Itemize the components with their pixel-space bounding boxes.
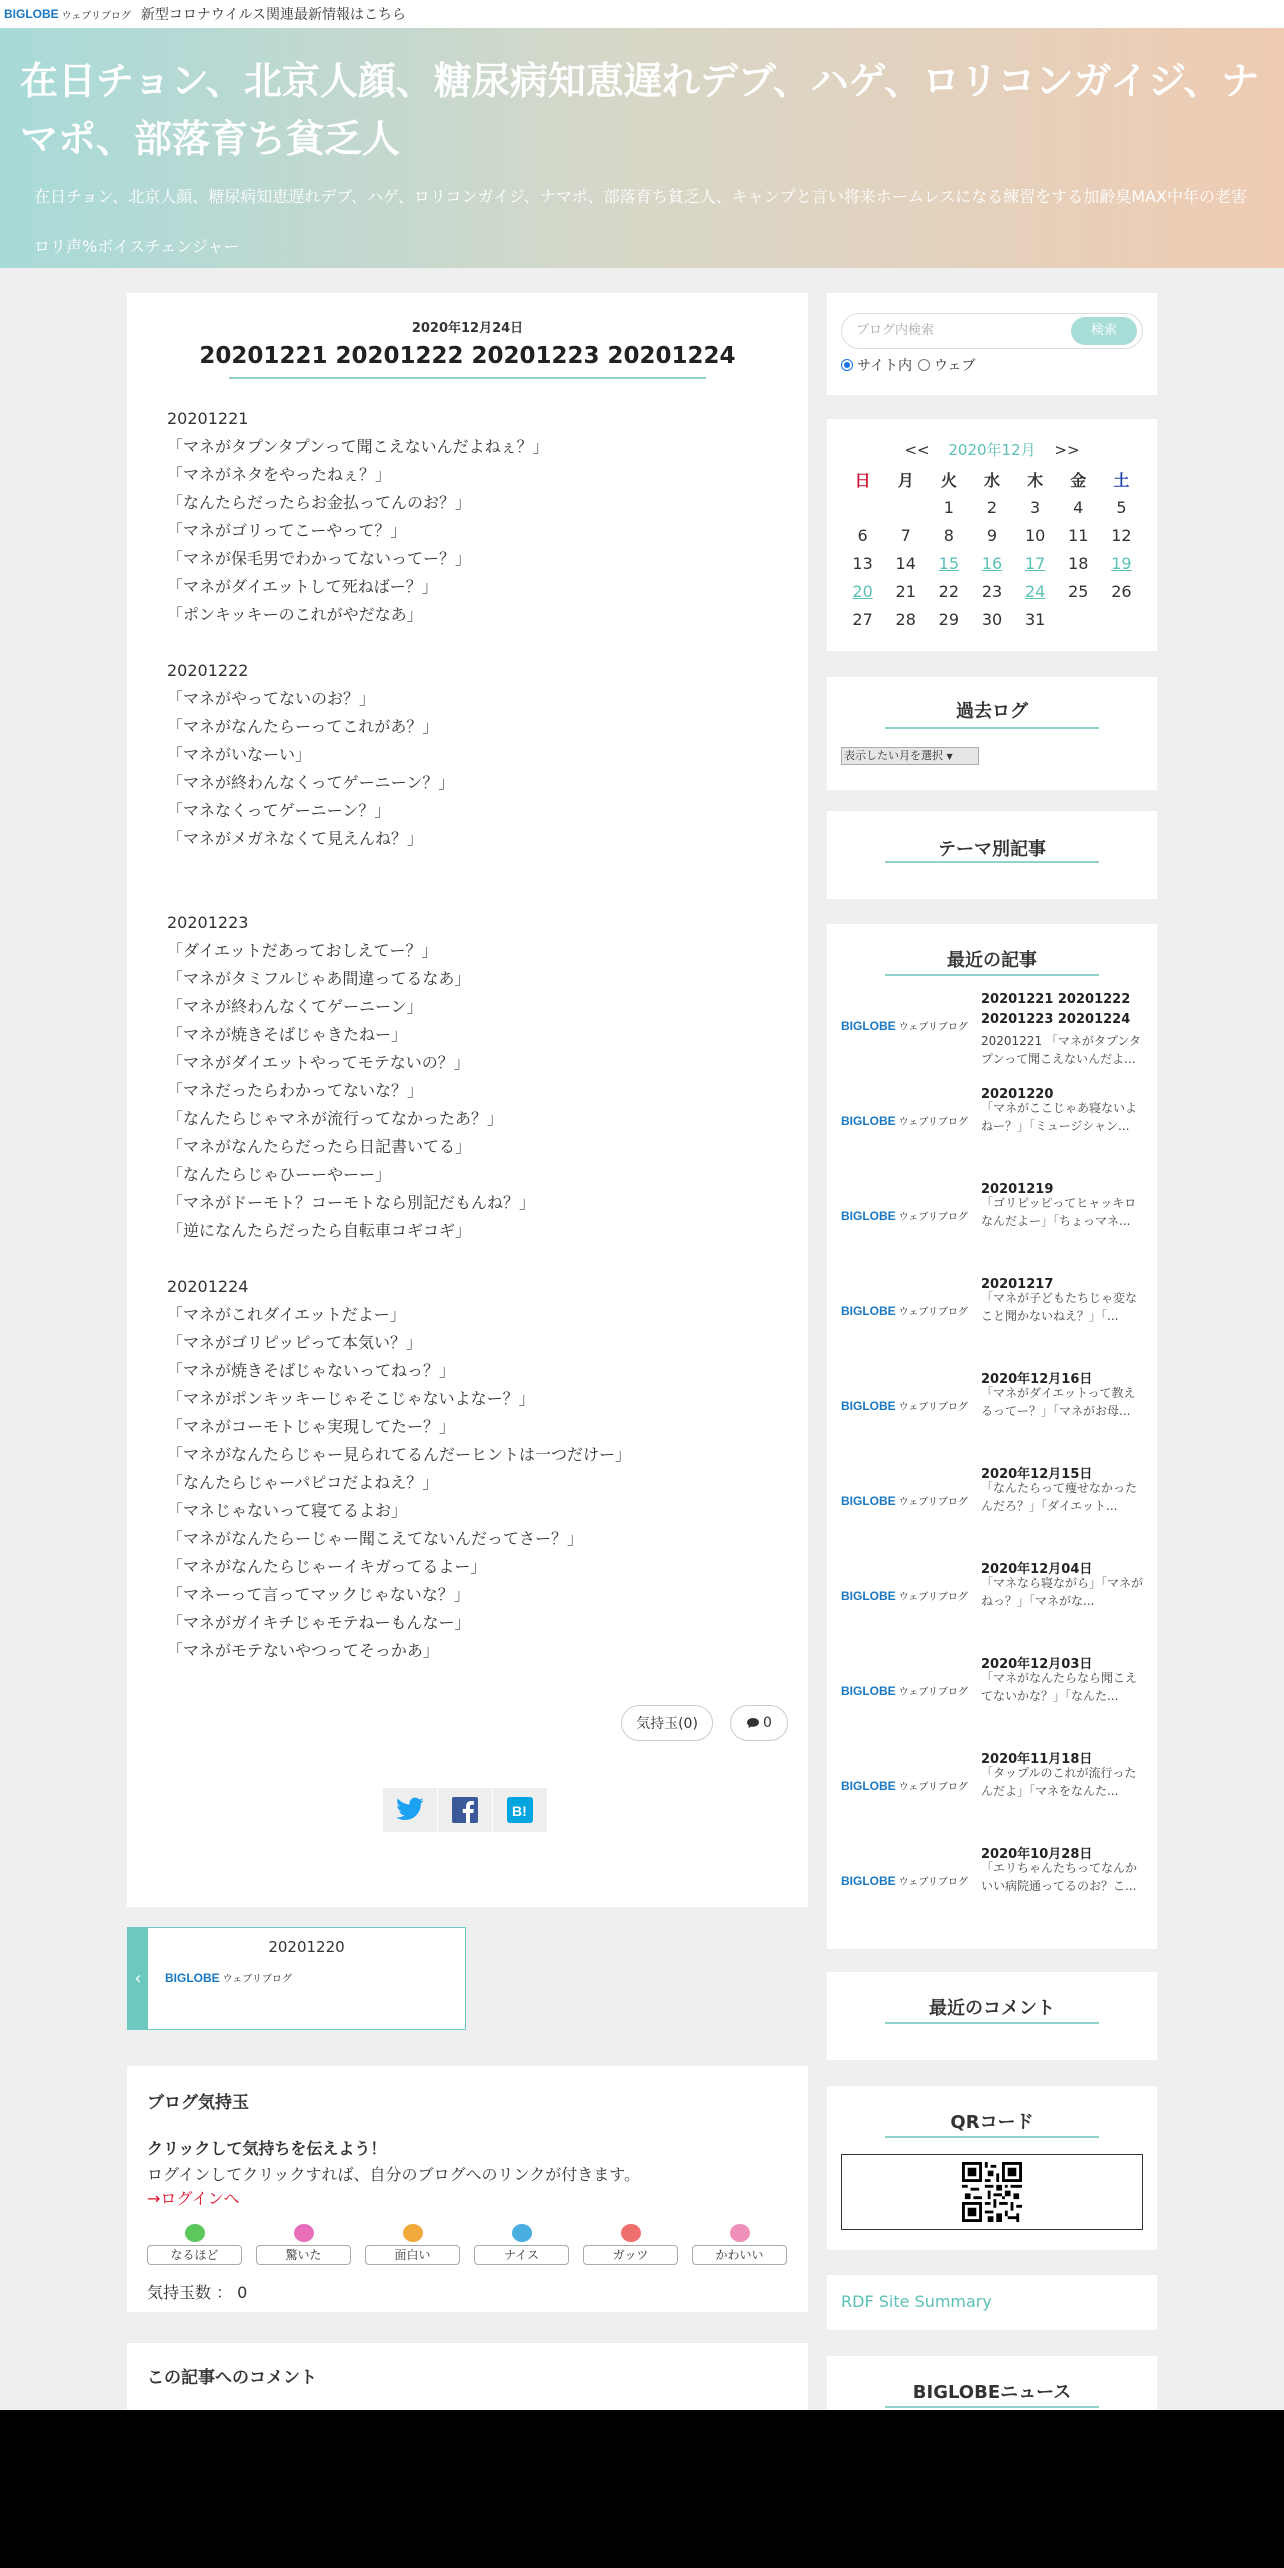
post-line: 「マネが焼きそばじゃきたねー」 [167, 1025, 408, 1044]
recent-post-excerpt: 「エリちゃんたちってなんかいい病院通ってるのお？こ... [981, 1861, 1138, 1893]
recent-post-item[interactable] [841, 1370, 1143, 1465]
post-line: 「マネがなんたらじゃー見られてるんだーヒントは一つだけー」 [167, 1445, 632, 1464]
recent-post-title[interactable]: 20201217 [981, 1277, 1054, 1292]
calendar-day: 18 [1068, 553, 1089, 573]
post-line: 「マネがダイエットやってモテないの？」 [167, 1053, 470, 1072]
recent-post-title[interactable]: 20201219 [981, 1182, 1054, 1197]
post-line: 20201224 [167, 1277, 249, 1296]
calendar-day [1100, 605, 1143, 633]
calendar-day-link[interactable]: 17 [1024, 553, 1046, 573]
calendar-day: 11 [1068, 525, 1089, 545]
post-line: 「マネがなんたらーってこれがあ？」 [167, 717, 439, 736]
calendar-weekday: 木 [1027, 470, 1044, 490]
login-link[interactable]: →ログインへ [147, 2189, 240, 2208]
recent-post-thumbnail[interactable] [841, 1683, 968, 1698]
thumbnail-logo-text: BIGLOBE [841, 1208, 896, 1223]
post-line: 「マネがドーモト？コーモトなら別記だもんね？」 [167, 1193, 536, 1212]
calendar-weekday-row [841, 465, 1143, 493]
thumbnail-logo-sub: ウェブリブログ [898, 1022, 968, 1033]
calendar-day: 26 [1111, 581, 1132, 601]
calendar-day: 6 [857, 525, 868, 545]
archive-heading: 過去ログ [956, 701, 1028, 722]
thumbnail-logo-text: BIGLOBE [841, 1493, 896, 1508]
calendar-week [841, 493, 1143, 521]
kimochi-option-label: なるほど [147, 2245, 242, 2265]
kimochi-option-label: ナイス [474, 2245, 569, 2265]
post-line: 「マネがモテないやつってそっかあ」 [167, 1641, 439, 1660]
recent-post-excerpt: 20201221 「マネがタプンタプンって聞こえないんだよ... [981, 1034, 1141, 1066]
thumbnail-logo-text: BIGLOBE [841, 1113, 896, 1128]
share-hatena[interactable] [493, 1788, 547, 1832]
post-line: 「マネがガイキチじゃモテねーもんなー」 [167, 1613, 471, 1632]
recent-post-item[interactable] [841, 1845, 1143, 1940]
post-line: 「マネがなんたらじゃーイキガってるよー」 [167, 1557, 487, 1576]
kimochi-face-icon [403, 2224, 423, 2242]
post-line: 「マネがダイエットして死ねばー？」 [167, 577, 438, 596]
covid-notice-link[interactable]: 新型コロナウイルス関連最新情報はこちら [140, 7, 407, 23]
recent-heading: 最近の記事 [947, 950, 1037, 971]
kimochi-option[interactable] [692, 2224, 787, 2266]
recent-post-item[interactable] [841, 1560, 1143, 1655]
recent-post-excerpt: 「マネがここじゃあ寝ないよねー？」「ミュージシャン... [981, 1101, 1138, 1133]
kimochi-face-icon [512, 2224, 532, 2242]
post-line: 「なんたらじゃひーーやーー」 [167, 1165, 392, 1184]
calendar-weekday: 日 [854, 470, 871, 490]
calendar-day-link[interactable]: 16 [981, 553, 1003, 573]
theme-underline [885, 861, 1099, 863]
calendar-day: 3 [1030, 497, 1041, 517]
recent-post-title[interactable]: 2020年12月16日 [981, 1372, 1093, 1387]
post-line: 20201221 [167, 409, 249, 428]
recent-post-thumbnail[interactable] [841, 1588, 968, 1603]
thumbnail-logo-text: BIGLOBE [841, 1778, 896, 1793]
calendar-day[interactable] [970, 549, 1013, 577]
recent-post-title[interactable]: 2020年10月28日 [981, 1847, 1093, 1862]
recent-post-thumbnail[interactable] [841, 1493, 968, 1508]
post-line [167, 881, 777, 909]
archive-select[interactable] [841, 747, 979, 765]
blog-description-line1: 在日チョン、北京人顔、糖尿病知恵遅れデブ、ハゲ、ロリコンガイジ、ナマポ、部落育ち貧乏人、キャンプと言い将来ホームレスになる練習をする加齢臭MAX中年の老害 [34, 187, 1247, 206]
post-line: 「マネーって言ってマックじゃないな？」 [167, 1585, 470, 1604]
calendar-day: 29 [938, 609, 960, 629]
recent-post-title[interactable]: 20201220 [981, 1087, 1054, 1102]
comments-heading: この記事へのコメント [147, 2368, 317, 2388]
recent-underline [885, 974, 1099, 976]
biglobe-logo-text: BIGLOBE [4, 7, 59, 21]
kimochi-count: 気持玉数 ： 0 [147, 2283, 248, 2302]
blog-description-line2: ロリ声%ボイスチェンジャー [34, 237, 240, 256]
calendar-day: 23 [981, 581, 1003, 601]
post-line: 「マネがタプンタプンって聞こえないんだよねぇ？」 [167, 437, 549, 456]
rdf-link[interactable]: RDF Site Summary [841, 2292, 992, 2311]
post-line: 「マネがネタをやったねぇ？」 [167, 465, 392, 484]
post-line: 「マネじゃないって寝てるよお」 [167, 1501, 408, 1520]
kimochi-option[interactable] [583, 2224, 678, 2266]
kimochi-option-label: 面白い [365, 2245, 460, 2265]
blog-title[interactable]: 在日チョン、北京人顔、糖尿病知恵遅れデブ、ハゲ、ロリコンガイジ、ナマポ、部落育ち貧乏人 [20, 59, 1260, 161]
calendar-day-link[interactable]: 19 [1111, 553, 1132, 573]
thumbnail-logo-text: BIGLOBE [841, 1873, 896, 1888]
calendar-day: 5 [1116, 497, 1127, 517]
comment-count: 0 [763, 1715, 772, 1731]
post-line [167, 1245, 777, 1273]
calendar-day: 10 [1024, 525, 1046, 545]
share-facebook[interactable] [438, 1788, 492, 1832]
calendar-day[interactable] [927, 549, 970, 577]
top-bar [0, 0, 1284, 28]
facebook-icon [452, 1797, 478, 1823]
title-underline [229, 377, 706, 379]
prev-post-logo-text: BIGLOBE [165, 1970, 220, 1985]
post-line: 「逆になんたらだったら自転車コギコギ」 [167, 1221, 472, 1240]
search-widget [827, 293, 1157, 395]
recent-post-thumbnail[interactable] [841, 1398, 968, 1413]
recent-post-thumbnail[interactable] [841, 1778, 968, 1793]
recent-post-item[interactable] [841, 1465, 1143, 1560]
post-line: 「なんたらじゃーパピコだよねえ？」 [167, 1473, 439, 1492]
calendar-day[interactable] [1014, 549, 1057, 577]
recent-post-item[interactable] [841, 1275, 1143, 1370]
radio-web-label: ウェブ [934, 358, 976, 374]
kimochi-option[interactable] [147, 2224, 242, 2266]
kimochi-panel [127, 2066, 808, 2312]
post-line: 「マネが終わんなくってゲーニーン？」 [167, 773, 455, 792]
calendar-week [841, 549, 1143, 577]
post-line: 「マネがやってないのお？」 [167, 689, 376, 708]
biglobe-logo[interactable] [4, 7, 131, 22]
kimochi-option[interactable] [474, 2224, 569, 2266]
qr-heading: QRコード [950, 2112, 1034, 2133]
post-line [167, 629, 777, 657]
post-body [167, 405, 777, 1665]
recent-post-thumbnail[interactable] [841, 1873, 968, 1888]
kimochi-face-icon [730, 2224, 750, 2242]
thumbnail-logo-text: BIGLOBE [841, 1588, 896, 1603]
comments-section [127, 2343, 808, 2410]
kimochi-option-label: かわいい [692, 2245, 787, 2265]
calendar-day: 4 [1073, 497, 1084, 517]
thumbnail-logo-text: BIGLOBE [841, 1398, 896, 1413]
recent-post-thumbnail[interactable] [841, 1113, 968, 1128]
kimochi-face-icon [621, 2224, 641, 2242]
calendar-day [884, 493, 927, 521]
calendar-weekday: 土 [1113, 470, 1130, 490]
share-twitter[interactable] [383, 1788, 437, 1832]
recent-comments-widget [827, 1972, 1157, 2060]
news-widget [827, 2356, 1157, 2410]
post-line: 「マネがメガネなくて見えんね？」 [167, 829, 424, 848]
calendar [841, 439, 1143, 633]
thumbnail-logo-sub: ウェブリブログ [898, 1307, 968, 1318]
chevron-down-icon: ▼ [946, 752, 953, 761]
search-scope [841, 355, 975, 375]
qr-widget [827, 2086, 1157, 2250]
calendar-day: 1 [943, 497, 954, 517]
post-line: 「なんたらだったらお金払ってんのお？」 [167, 493, 472, 512]
thumbnail-logo-sub: ウェブリブログ [898, 1782, 968, 1793]
recent-post-item[interactable] [841, 1655, 1143, 1750]
search-input[interactable]: ブログ内検索 [841, 313, 1143, 349]
recent-post-item[interactable] [841, 1180, 1143, 1275]
recent-post-title[interactable]: 20201221 20201222 20201223 20201224 [981, 992, 1131, 1027]
calendar-day: 7 [900, 525, 911, 545]
thumbnail-logo-sub: ウェブリブログ [898, 1877, 968, 1888]
thumbnail-logo-sub: ウェブリブログ [898, 1402, 968, 1413]
recent-post-item[interactable] [841, 1085, 1143, 1180]
thumbnail-logo-text: BIGLOBE [841, 1018, 896, 1033]
post-title[interactable]: 20201221 20201222 20201223 20201224 [199, 343, 736, 369]
news-heading: BIGLOBEニュース [912, 2382, 1072, 2403]
archive-widget [827, 677, 1157, 790]
post-line: 「マネがコーモトじゃ実現してたー？」 [167, 1417, 456, 1436]
qr-code-icon [962, 2162, 1022, 2222]
recent-comments-underline [885, 2022, 1099, 2024]
rdf-widget [827, 2275, 1157, 2330]
kimochi-option-label: ガッツ [583, 2245, 678, 2265]
kimochi-face-icon [185, 2224, 205, 2242]
recent-comments-heading: 最近のコメント [929, 1998, 1055, 2019]
post-line [167, 853, 777, 881]
comment-count-button[interactable] [730, 1705, 788, 1741]
calendar-prev[interactable]: << [904, 441, 930, 459]
recent-post-excerpt: 「タップルのこれが流行ったんだよ」「マネをなんた... [981, 1766, 1137, 1798]
search-button[interactable]: 検索 [1071, 317, 1137, 345]
calendar-day: 27 [852, 609, 873, 629]
recent-post-excerpt: 「マネが子どもたちじゃ変なこと聞かないねえ？」「... [981, 1291, 1138, 1323]
post-line: 20201222 [167, 661, 249, 680]
thumbnail-logo-sub: ウェブリブログ [898, 1212, 968, 1223]
post-line: 20201223 [167, 913, 249, 932]
thumbnail-logo-sub: ウェブリブログ [898, 1497, 968, 1508]
calendar-day-link[interactable]: 24 [1024, 581, 1046, 601]
post-line: 「マネが保毛男でわかってないってー？」 [167, 549, 472, 568]
viewport-blank-area [0, 2410, 1284, 2568]
archive-select-value: 表示したい月を選択 [844, 749, 943, 762]
calendar-weekday: 火 [940, 470, 957, 490]
kimochi-heading: ブログ気持玉 [147, 2093, 249, 2113]
post-line: 「ポンキッキーのこれがやだなあ」 [167, 605, 423, 624]
recent-post-excerpt: 「ゴリピッピってヒャッキロなんだよー」「ちょっマネ... [981, 1196, 1137, 1228]
calendar-day[interactable] [1100, 549, 1143, 577]
kimochi-button[interactable] [621, 1705, 713, 1741]
post-line: 「マネがタミフルじゃあ間違ってるなあ」 [167, 969, 471, 988]
radio-site[interactable] [841, 359, 853, 371]
post-date: 2020年12月24日 [411, 321, 524, 336]
thumbnail-logo-text: BIGLOBE [841, 1303, 896, 1318]
calendar-day: 22 [938, 581, 960, 601]
post-line: 「マネが終わんなくてゲーニーン」 [167, 997, 423, 1016]
calendar-day: 31 [1024, 609, 1046, 629]
calendar-day: 13 [852, 553, 873, 573]
recent-post-thumbnail[interactable] [841, 1018, 968, 1033]
calendar-day: 14 [895, 553, 916, 573]
calendar-day [1057, 605, 1100, 633]
kimochi-face-icon [294, 2224, 314, 2242]
recent-post-title[interactable]: 2020年12月03日 [981, 1657, 1093, 1672]
news-underline [885, 2406, 1099, 2408]
recent-post-thumbnail[interactable] [841, 1303, 968, 1318]
chevron-left-icon[interactable]: ‹ [128, 1928, 148, 2029]
calendar-day: 25 [1068, 581, 1089, 601]
thumbnail-logo-sub: ウェブリブログ [898, 1592, 968, 1603]
thumbnail-logo-sub: ウェブリブログ [898, 1117, 968, 1128]
thumbnail-logo-sub: ウェブリブログ [898, 1687, 968, 1698]
recent-post-excerpt: 「マネなら寝ながら」「マネがねっ？」「マネがな... [981, 1576, 1143, 1608]
kimochi-note: ログインしてクリックすれば、自分のブログへのリンクが付きます。 [147, 2165, 640, 2184]
post-line: 「マネがなんたらだったら日記書いてる」 [167, 1137, 472, 1156]
recent-post-item[interactable] [841, 1750, 1143, 1845]
post-line: 「マネなくってゲーニーン？」 [167, 801, 391, 820]
kimochi-option[interactable] [256, 2224, 351, 2266]
calendar-weekday: 水 [983, 470, 1000, 490]
recent-post-title[interactable]: 2020年12月04日 [981, 1562, 1093, 1577]
svg-text:B!: B! [512, 1803, 527, 1819]
calendar-day: 8 [943, 525, 954, 545]
calendar-day: 21 [895, 581, 916, 601]
calendar-day: 9 [986, 525, 998, 545]
calendar-nav [841, 439, 1143, 461]
calendar-day: 28 [895, 609, 916, 629]
kimochi-option[interactable] [365, 2224, 460, 2266]
kimochi-lead: クリックして気持ちを伝えよう！ [147, 2139, 387, 2158]
blog-header [0, 28, 1284, 268]
qr-frame [841, 2154, 1143, 2230]
recent-post-thumbnail[interactable] [841, 1208, 968, 1223]
prev-post-title[interactable]: 20201220 [268, 1938, 345, 1956]
post-line: 「マネがなんたらーじゃー聞こえてないんだってさー？」 [167, 1529, 584, 1548]
calendar-day: 12 [1111, 525, 1132, 545]
post-line: 「マネがポンキッキーじゃそこじゃないよなー？」 [167, 1389, 535, 1408]
recent-post-item[interactable] [841, 990, 1143, 1085]
calendar-widget [827, 419, 1157, 651]
thumbnail-logo-text: BIGLOBE [841, 1683, 896, 1698]
calendar-day-link[interactable]: 15 [938, 553, 960, 573]
qr-underline [885, 2136, 1099, 2138]
calendar-week [841, 577, 1143, 605]
theme-widget [827, 811, 1157, 899]
calendar-day-link[interactable]: 20 [852, 581, 873, 601]
calendar-week [841, 605, 1143, 633]
recent-post-title[interactable]: 2020年12月15日 [981, 1467, 1093, 1482]
archive-underline [885, 727, 1099, 729]
recent-post-excerpt: 「マネがなんたらなら聞こえてないかな？」「なんた... [981, 1671, 1138, 1703]
recent-post-excerpt: 「マネがダイエットって教えるってー？」「マネがお母... [981, 1386, 1136, 1418]
calendar-day: 2 [986, 497, 998, 517]
calendar-month[interactable]: 2020年12月 [948, 441, 1036, 459]
prev-post-thumbnail [165, 1970, 292, 1985]
kimochi-option-label: 驚いた [256, 2245, 351, 2265]
post-line: 「マネがこれダイエットだよー」 [167, 1305, 406, 1324]
post-line: 「マネがいなーい」 [167, 745, 312, 764]
post-article [127, 293, 808, 1907]
calendar-weekday: 月 [897, 470, 914, 490]
post-line: 「マネが焼きそばじゃないってねっ？」 [167, 1361, 456, 1380]
blog-description [34, 172, 1264, 272]
calendar-weekday: 金 [1070, 470, 1087, 490]
radio-site-label: サイト内 [857, 358, 913, 374]
calendar-grid [841, 465, 1143, 633]
calendar-next[interactable]: >> [1054, 441, 1080, 459]
calendar-day: 30 [981, 609, 1003, 629]
post-line: 「マネがゴリってこーやって？」 [167, 521, 407, 540]
recent-post-title[interactable]: 2020年11月18日 [981, 1752, 1093, 1767]
prev-post-card[interactable] [127, 1927, 466, 2030]
post-line: 「マネがゴリピッピって本気い？」 [167, 1333, 423, 1352]
post-line: 「なんたらじゃマネが流行ってなかったあ？」 [167, 1109, 504, 1128]
calendar-day[interactable] [1014, 577, 1057, 605]
hatena-bookmark-icon [507, 1797, 533, 1823]
comment-icon [746, 1717, 760, 1729]
recent-post-excerpt: 「なんたらって痩せなかったんだろ？」「ダイエット... [981, 1481, 1138, 1513]
prev-post-logo-sub: ウェブリブログ [222, 1974, 292, 1985]
kimochi-button-label: 気持玉(0) [636, 1716, 698, 1732]
recent-posts-widget [827, 924, 1157, 1949]
calendar-week [841, 521, 1143, 549]
biglobe-logo-sub: ウェブリブログ [61, 10, 131, 22]
calendar-day[interactable] [841, 577, 884, 605]
radio-web[interactable] [918, 359, 930, 371]
post-line: 「マネだったらわかってないな？」 [167, 1081, 424, 1100]
calendar-day [841, 493, 884, 521]
theme-heading: テーマ別記事 [938, 839, 1046, 860]
post-line: 「ダイエットだあっておしえてー？」 [167, 941, 438, 960]
twitter-icon [395, 1797, 425, 1823]
